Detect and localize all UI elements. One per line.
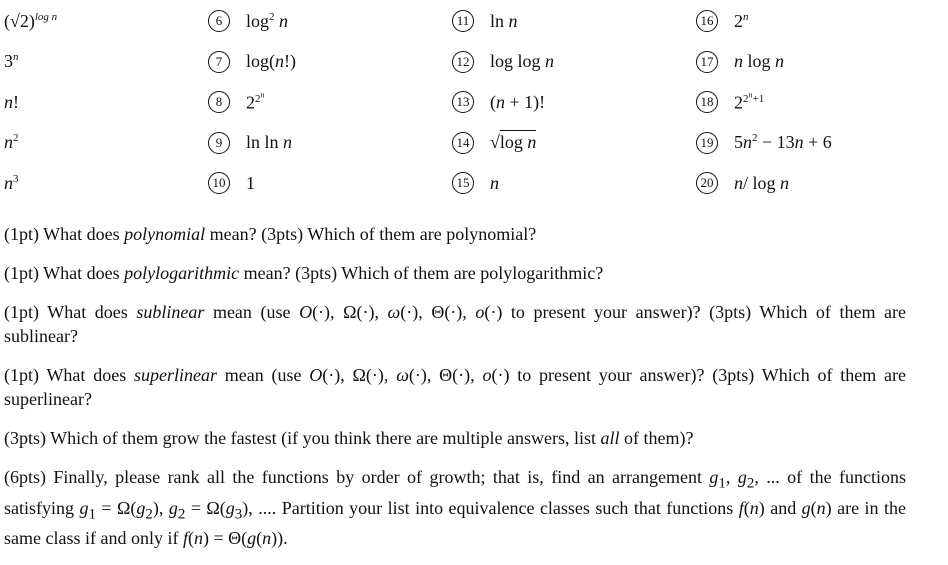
item-number: 20 <box>696 172 718 194</box>
function-item <box>4 6 57 36</box>
function-item <box>696 47 784 77</box>
function-item <box>696 87 764 117</box>
function-item <box>208 87 265 117</box>
item-number: 13 <box>452 91 474 113</box>
grid-row <box>4 87 924 128</box>
question-2: (1pt) What does polylogarithmic mean? (3pts) Which of them are polylogarithmic? <box>4 263 604 283</box>
function-item <box>4 87 19 117</box>
item-number: 9 <box>208 132 230 154</box>
question-5: (3pts) Which of them grow the fastest (if you think there are multiple answers, list all of them)? <box>4 428 694 448</box>
function-expression: n! <box>4 91 19 112</box>
grid-row <box>4 168 924 209</box>
grid-row <box>4 128 924 169</box>
item-number: 7 <box>208 51 230 73</box>
function-expression: $5n^2 - 13n + 6$ <box>734 132 832 152</box>
function-expression: √log n <box>490 132 537 152</box>
function-expression: $n^2$ <box>4 132 19 152</box>
function-item <box>4 47 19 77</box>
function-expression: ln ln n <box>246 132 293 152</box>
question-1: (1pt) What does polynomial mean? (3pts) Which of them are polynomial? <box>4 224 537 244</box>
question-3: (1pt) What does sublinear mean (use O(·), Ω(·), ω(·), Θ(·), o(·) to present your answer)? (3pts) Which of them are sublinear? <box>4 302 907 346</box>
function-expression: log log n <box>490 51 555 71</box>
function-item <box>452 87 545 117</box>
function-expression: n log n <box>734 51 785 71</box>
function-expression: $\log^2 n$ <box>246 10 289 31</box>
item-number: 12 <box>452 51 474 73</box>
function-item <box>208 168 255 198</box>
questions-section <box>4 222 906 565</box>
item-number: 11 <box>452 10 474 32</box>
function-grid <box>4 6 924 209</box>
function-item <box>208 6 288 36</box>
function-expression: ln n <box>490 10 518 31</box>
function-item <box>4 128 19 158</box>
function-item <box>208 47 296 77</box>
item-number: 10 <box>208 172 230 194</box>
item-number: 14 <box>452 132 474 154</box>
grid-row <box>4 47 924 88</box>
function-expression: (n + 1)! <box>490 91 546 112</box>
function-item <box>208 128 292 158</box>
question-4: (1pt) What does superlinear mean (use O(·), Ω(·), ω(·), Θ(·), o(·) to present your answer)? (3pts) Which of them are superlinear? <box>4 365 906 409</box>
item-number: 8 <box>208 91 230 113</box>
function-item <box>452 6 518 36</box>
item-number: 19 <box>696 132 718 154</box>
function-expression: n <box>490 172 499 193</box>
function-expression: $2^{2^n}$ <box>246 90 265 113</box>
grid-row <box>4 6 924 47</box>
function-expression: log(n!) <box>246 51 296 71</box>
function-item <box>696 128 832 158</box>
item-number: 18 <box>696 91 718 113</box>
function-expression: $n^3$ <box>4 172 19 193</box>
item-number: 17 <box>696 51 718 73</box>
function-expression: n/ log n <box>734 172 790 193</box>
item-number: 15 <box>452 172 474 194</box>
function-expression: $(√2)^{log n}$ <box>4 10 58 31</box>
question-6: (6pts) Finally, please rank all the functions by order of growth; that is, find an arrangement $g_1$, $g_2$, ... of the functions satisfying $g_1 = \Omega(g_2)$, $g_2 = \Omega(g_3)$, .... Partition your list into equivalence classes such that functions f(n) and g(n) are in the same class if and only if f(n) = Θ(g(n)). <box>4 467 906 549</box>
function-expression: 3$^n$ <box>4 51 19 71</box>
function-item <box>696 6 749 36</box>
function-expression: $2^{2^n+1}$ <box>734 90 765 113</box>
function-expression: 1 <box>246 172 255 193</box>
function-item <box>452 47 554 77</box>
function-item <box>696 168 789 198</box>
item-number: 16 <box>696 10 718 32</box>
item-number: 6 <box>208 10 230 32</box>
function-expression: 2$^n$ <box>734 10 749 31</box>
function-item <box>452 128 536 158</box>
function-item <box>452 168 499 198</box>
function-item <box>4 168 19 198</box>
